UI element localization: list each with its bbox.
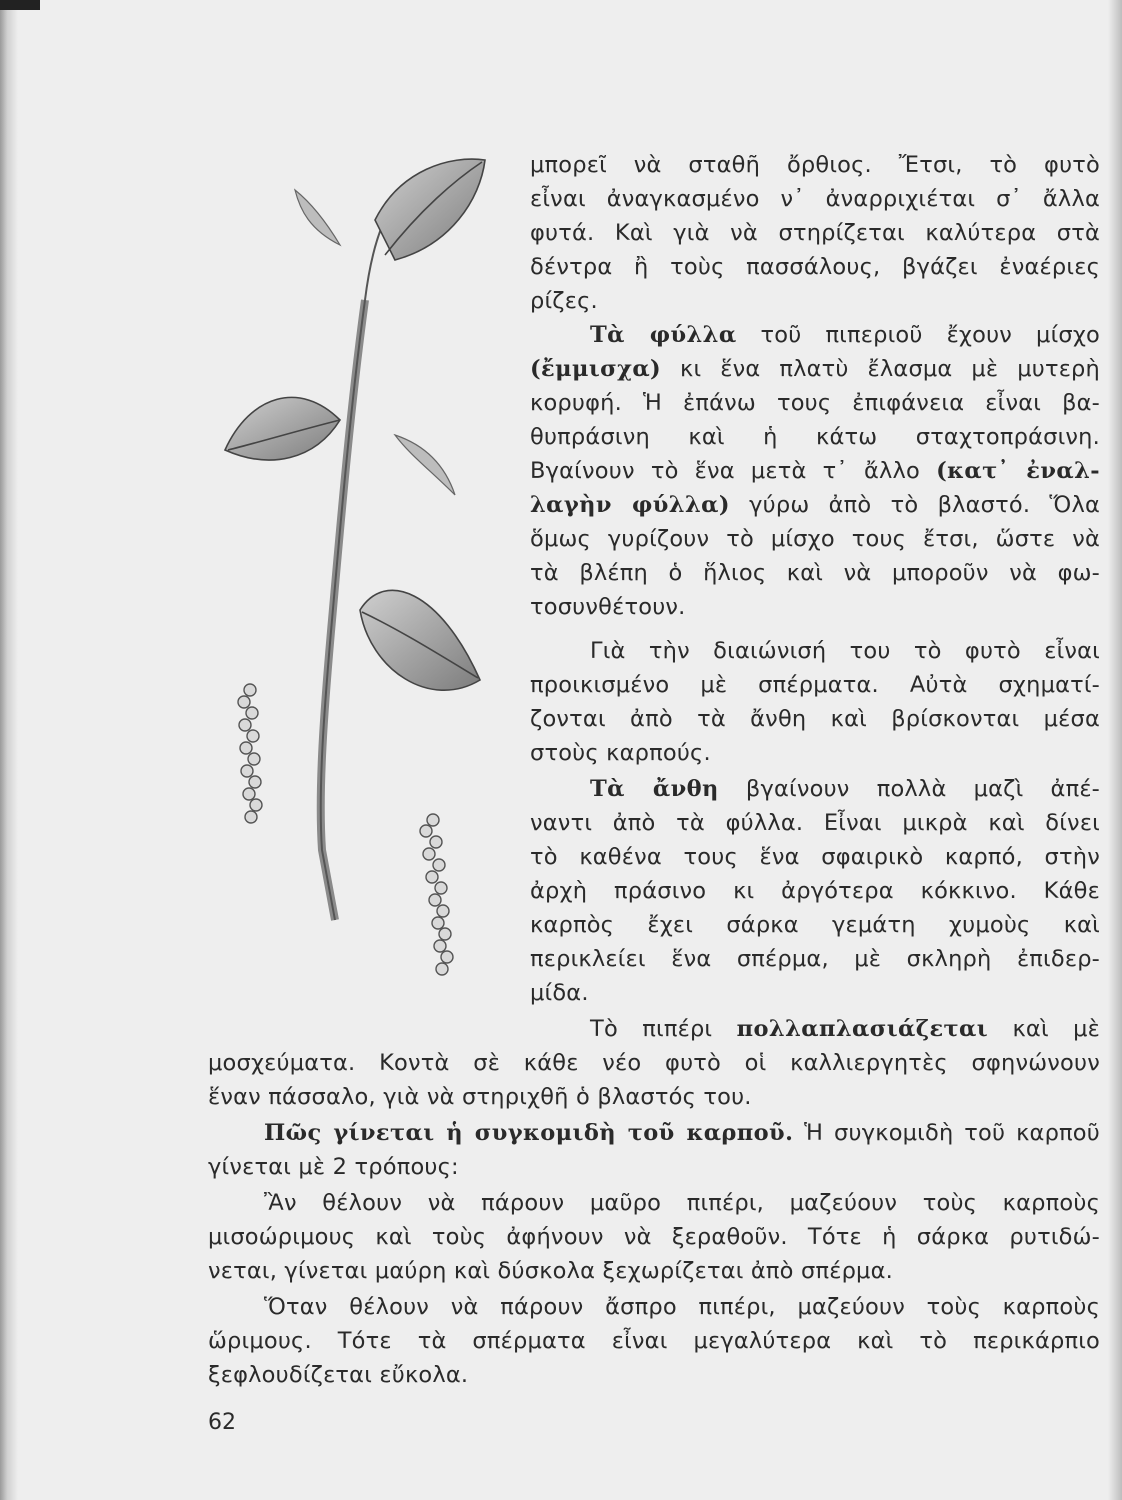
text-line: ὅμως γυρίζουν τὸ μίσχο τους ἔτσι, ὥστε νὰ xyxy=(530,526,1100,552)
bold-term: Τὰ φύλλα xyxy=(590,322,737,348)
text-line: δέντρα ἢ τοὺς πασσάλους, βγάζει ἐναέριες xyxy=(530,254,1100,280)
text-line: μπορεῖ νὰ σταθῆ ὄρθιος. Ἔτσι, τὸ φυτὸ xyxy=(530,152,1100,178)
bold-term: Τὰ ἄνθη xyxy=(590,776,719,802)
text-line xyxy=(530,352,1100,386)
text-line: προικισμένο μὲ σπέρματα. Αὐτὰ σχηματί- xyxy=(530,672,1100,698)
section-heading: Πῶς γίνεται ἡ συγκομιδὴ τοῦ καρποῦ. xyxy=(264,1120,794,1146)
text-span: τοῦ πιπεριοῦ ἔχουν μίσχο xyxy=(736,322,1101,348)
text-line: φυτά. Καὶ γιὰ νὰ στηρίζεται καλύτερα στὰ xyxy=(530,220,1100,246)
page-shadow-right xyxy=(1108,0,1122,1500)
bold-term: (κατ᾿ ἐναλ- xyxy=(936,458,1100,484)
text-line: νεται, γίνεται μαύρη καὶ δύσκολα ξεχωρίζεται ἀπὸ σπέρμα. xyxy=(208,1258,893,1284)
text-line: στοὺς καρπούς. xyxy=(530,740,711,766)
text-line: ξεφλουδίζεται εὔκολα. xyxy=(208,1362,469,1388)
text-line: μίδα. xyxy=(530,980,589,1006)
text-line: ναντι ἀπὸ τὰ φύλλα. Εἶναι μικρὰ καὶ δίνει xyxy=(530,810,1100,836)
text-line: τοσυνθέτουν. xyxy=(530,594,686,620)
bold-term: λαγὴν φύλλα) xyxy=(530,492,730,518)
text-line: μισοώριμους καὶ τοὺς ἀφήνουν νὰ ξεραθοῦν. Τότε ἡ σάρκα ρυτιδώ- xyxy=(208,1224,1100,1250)
text-line: ὥριμους. Τότε τὰ σπέρματα εἶναι μεγαλύτερα καὶ τὸ περικάρπιο xyxy=(208,1328,1100,1354)
page-shadow-left xyxy=(0,0,18,1500)
text-line: τὸ καθένα τους ἕνα σφαιρικὸ καρπό, στὴν xyxy=(530,844,1100,870)
text-line: θυπράσινη καὶ ἡ κάτω σταχτοπράσινη. xyxy=(530,424,1100,450)
bold-term: (ἔμμισχα) xyxy=(530,356,662,382)
text-line xyxy=(208,1116,1100,1150)
text-line: Γιὰ τὴν διαιώνισή του τὸ φυτὸ εἶναι xyxy=(590,638,1100,664)
text-span: Βγαίνουν τὸ ἕνα μετὰ τ᾿ ἄλλο xyxy=(530,458,937,484)
text-span: κι ἕνα πλατὺ ἔλασμα μὲ μυτερὴ xyxy=(661,356,1100,382)
text-line: τὰ βλέπη ὁ ἥλιος καὶ νὰ μποροῦν νὰ φω- xyxy=(530,560,1100,586)
text-span: βγαίνουν πολλὰ μαζὶ ἀπέ- xyxy=(718,776,1100,802)
text-line: ἕναν πάσσαλο, γιὰ νὰ στηριχθῆ ὁ βλαστός του. xyxy=(208,1084,752,1110)
text-line: Ὅταν θέλουν νὰ πάρουν ἄσπρο πιπέρι, μαζεύουν τοὺς καρποὺς xyxy=(264,1294,1100,1320)
text-line xyxy=(530,454,1100,488)
text-line xyxy=(530,318,1100,352)
text-line xyxy=(530,1012,1100,1046)
text-line: ρίζες. xyxy=(530,288,598,314)
leaves xyxy=(225,159,485,690)
scan-corner-mark xyxy=(0,0,40,10)
text-span: καὶ μὲ xyxy=(988,1016,1101,1042)
text-line: εἶναι ἀναγκασμένο ν᾿ ἀναρριχιέται σ᾿ ἄλλα xyxy=(530,186,1100,212)
text-line: κορυφή. Ἡ ἐπάνω τους ἐπιφάνεια εἶναι βα- xyxy=(530,390,1100,416)
text-line: ζονται ἀπὸ τὰ ἄνθη καὶ βρίσκονται μέσα xyxy=(530,706,1100,732)
text-line xyxy=(530,772,1100,806)
text-line: γίνεται μὲ 2 τρόπους: xyxy=(208,1154,459,1180)
bold-term: πολλαπλασιάζεται xyxy=(736,1016,989,1042)
text-span: Ἡ συγκομιδὴ τοῦ καρποῦ xyxy=(793,1120,1100,1146)
text-span: Τὸ πιπέρι xyxy=(590,1016,737,1042)
text-span: γύρω ἀπὸ τὸ βλαστό. Ὅλα xyxy=(729,492,1101,518)
text-line xyxy=(530,488,1100,522)
text-line: περικλείει ἕνα σπέρμα, μὲ σκληρὴ ἐπιδερ- xyxy=(530,946,1100,972)
pepper-plant-illustration xyxy=(200,150,530,1010)
text-line: μοσχεύματα. Κοντὰ σὲ κάθε νέο φυτὸ οἱ καλλιεργητὲς σφηνώνουν xyxy=(208,1050,1100,1076)
text-line: ἀρχὴ πράσινο κι ἀργότερα κόκκινο. Κάθε xyxy=(530,878,1100,904)
text-line: καρπὸς ἔχει σάρκα γεμάτη χυμοὺς καὶ xyxy=(530,912,1100,938)
text-line: Ἂν θέλουν νὰ πάρουν μαῦρο πιπέρι, μαζεύουν τοὺς καρποὺς xyxy=(264,1190,1100,1216)
berry-clusters xyxy=(238,684,453,975)
page-number: 62 xyxy=(208,1410,236,1435)
stem xyxy=(321,210,390,920)
